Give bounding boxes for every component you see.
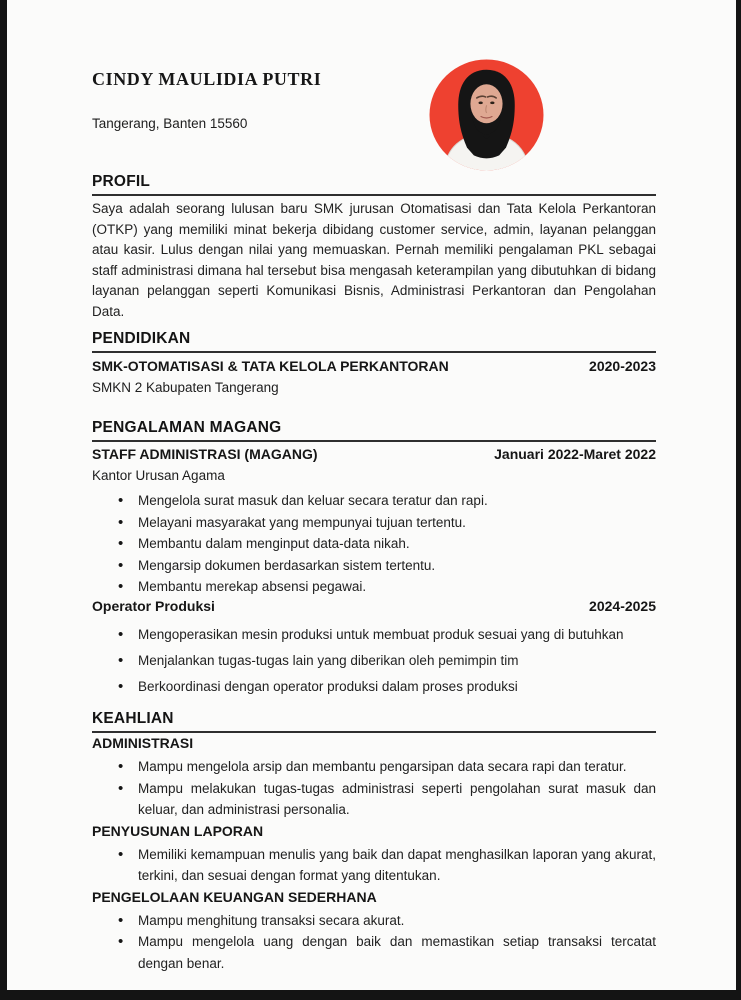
profile-photo xyxy=(428,58,545,172)
job-bullet-list xyxy=(92,624,656,698)
resume-content xyxy=(7,0,736,990)
bullet-item: • Mengoperasikan mesin produksi untuk membuat produk sesuai yang di butuhkan xyxy=(138,624,656,646)
section-heading-pendidikan: PENDIDIKAN xyxy=(92,330,656,353)
skill-bullet-list xyxy=(92,756,656,821)
person-location: Tangerang, Banten 15560 xyxy=(92,116,248,131)
bullet-item: • Mampu mengelola arsip dan membantu pengarsipan data secara rapi dan teratur. xyxy=(138,756,656,778)
bullet-item: • Menjalankan tugas-tugas lain yang diberikan oleh pemimpin tim xyxy=(138,650,656,672)
skill-bullet-list xyxy=(92,910,656,975)
job-period: 2024-2025 xyxy=(589,597,656,614)
job-row xyxy=(92,446,656,463)
job-title: STAFF ADMINISTRASI (MAGANG) xyxy=(92,446,318,462)
bullet-item: • Mampu mengelola uang dengan baik dan memastikan setiap transaksi tercatat dengan benar. xyxy=(138,931,656,974)
education-row xyxy=(92,358,656,375)
bullet-item: • Mengelola surat masuk dan keluar secara teratur dan rapi. xyxy=(138,490,656,512)
bullet-item: • Memiliki kemampuan menulis yang baik dan dapat menghasilkan laporan yang akurat, terkini, dan sesuai dengan format yang ditentukan. xyxy=(138,844,656,887)
skill-group-title: PENGELOLAAN KEUANGAN SEDERHANA xyxy=(92,888,377,905)
education-school: SMK-OTOMATISASI & TATA KELOLA PERKANTORAN xyxy=(92,358,449,374)
person-name: CINDY MAULIDIA PUTRI xyxy=(92,69,322,89)
section-heading-keahlian: KEAHLIAN xyxy=(92,710,656,733)
job-period: Januari 2022-Maret 2022 xyxy=(494,446,656,462)
bullet-item: • Membantu merekap absensi pegawai. xyxy=(138,576,656,598)
skill-group-title: ADMINISTRASI xyxy=(92,735,194,751)
skill-group-title: PENYUSUNAN LAPORAN xyxy=(92,822,264,839)
bullet-item: • Melayani masyarakat yang mempunyai tujuan tertentu. xyxy=(138,512,656,534)
bullet-item: • Mengarsip dokumen berdasarkan sistem tertentu. xyxy=(138,555,656,577)
bullet-item: • Mampu melakukan tugas-tugas administrasi seperti pengolahan surat masuk dan keluar, dan administrasi personalia. xyxy=(138,778,656,821)
job-row xyxy=(92,598,656,615)
job-subtitle: Kantor Urusan Agama xyxy=(92,468,225,483)
resume-page xyxy=(7,0,736,990)
education-institution: SMKN 2 Kabupaten Tangerang xyxy=(92,380,279,395)
bullet-item: • Berkoordinasi dengan operator produksi dalam proses produksi xyxy=(138,676,656,698)
job-bullet-list xyxy=(92,490,656,598)
education-period: 2020-2023 xyxy=(589,358,656,374)
section-heading-magang: PENGALAMAN MAGANG xyxy=(92,419,656,442)
bullet-item: • Membantu dalam menginput data-data nikah. xyxy=(138,533,656,555)
job-title: Operator Produksi xyxy=(92,597,215,614)
skill-bullet-list xyxy=(92,844,656,887)
section-heading-profil: PROFIL xyxy=(92,173,656,196)
bullet-item: • Mampu menghitung transaksi secara akurat. xyxy=(138,910,656,932)
avatar-photo-icon xyxy=(428,58,545,172)
profil-paragraph: Saya adalah seorang lulusan baru SMK jurusan Otomatisasi dan Tata Kelola Perkantoran (OTKP) yang memiliki minat bekerja dibidang customer service, admin, layanan pelanggan atau kasir. Lulus dengan nilai yang memuaskan. Pernah memiliki pengalaman PKL sebagai staff administrasi dimana hal tersebut bisa mengasah keterampilan yang dibutuhkan di bidang layanan pelanggan seperti Komunikasi Bisnis, Administrasi Perkantoran dan Pengolahan Data. xyxy=(92,201,656,319)
